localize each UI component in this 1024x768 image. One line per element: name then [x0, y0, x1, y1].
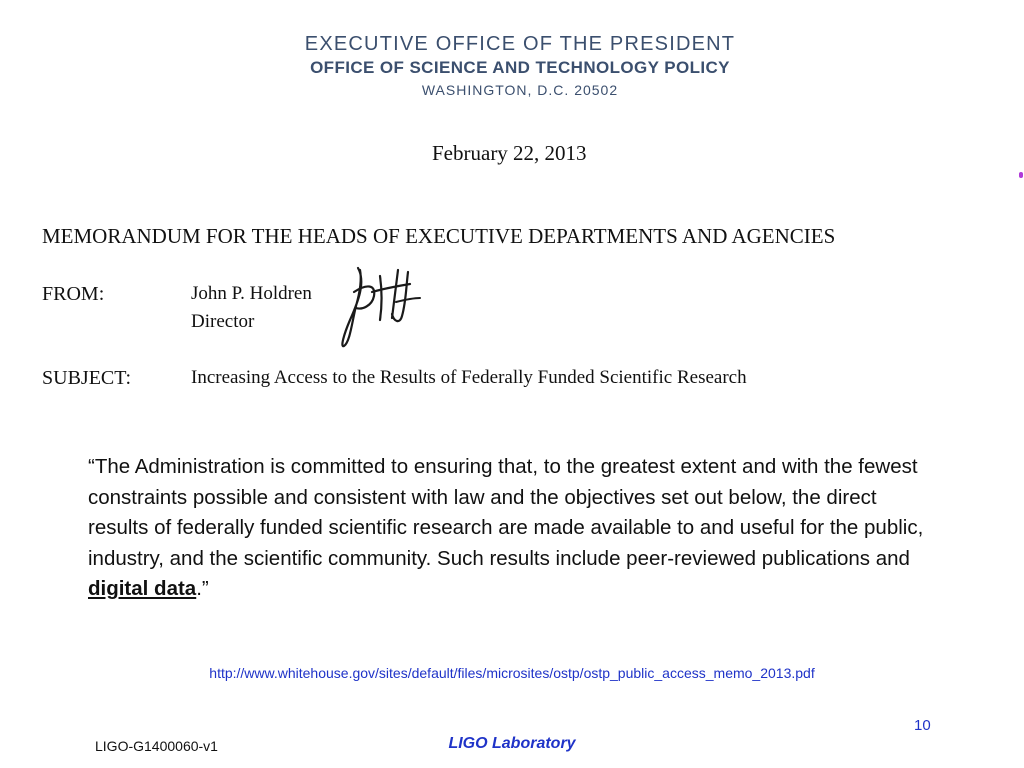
- marker-dot: [1019, 172, 1023, 178]
- quote-text: “The Administration is committed to ensuring that, to the greatest extent and with the fewest constraints possible and consistent with law and the objectives set out below, the direct results of federally funded scientific research are made available to and useful for the public, industry, and the scientific community. Such results include peer-reviewed publications and: [88, 455, 924, 570]
- page-number: 10: [914, 717, 931, 734]
- source-link[interactable]: http://www.whitehouse.gov/sites/default/files/microsites/ostp/ostp_public_access_memo_2013.pdf: [209, 665, 815, 681]
- quote-emphasis: digital data: [88, 577, 197, 600]
- from-label: FROM:: [42, 283, 105, 305]
- letterhead-line-1: EXECUTIVE OFFICE OF THE PRESIDENT: [304, 33, 736, 55]
- from-name: John P. Holdren: [191, 283, 312, 304]
- from-role: Director: [191, 311, 255, 332]
- signature-image: [336, 262, 426, 350]
- subject-label: SUBJECT:: [42, 367, 132, 389]
- footer-doc-id: LIGO-G1400060-v1: [95, 738, 218, 754]
- quote-block: [88, 452, 938, 605]
- letterhead-line-3: WASHINGTON, D.C. 20502: [421, 82, 619, 98]
- subject-value: Increasing Access to the Results of Federally Funded Scientific Research: [191, 367, 747, 388]
- memo-date: February 22, 2013: [432, 141, 587, 165]
- letterhead-line-2: OFFICE OF SCIENCE AND TECHNOLOGY POLICY: [310, 58, 730, 77]
- memo-title: MEMORANDUM FOR THE HEADS OF EXECUTIVE DEPARTMENTS AND AGENCIES: [42, 224, 836, 248]
- footer-lab-name: LIGO Laboratory: [448, 735, 576, 752]
- quote-end: .”: [196, 577, 209, 600]
